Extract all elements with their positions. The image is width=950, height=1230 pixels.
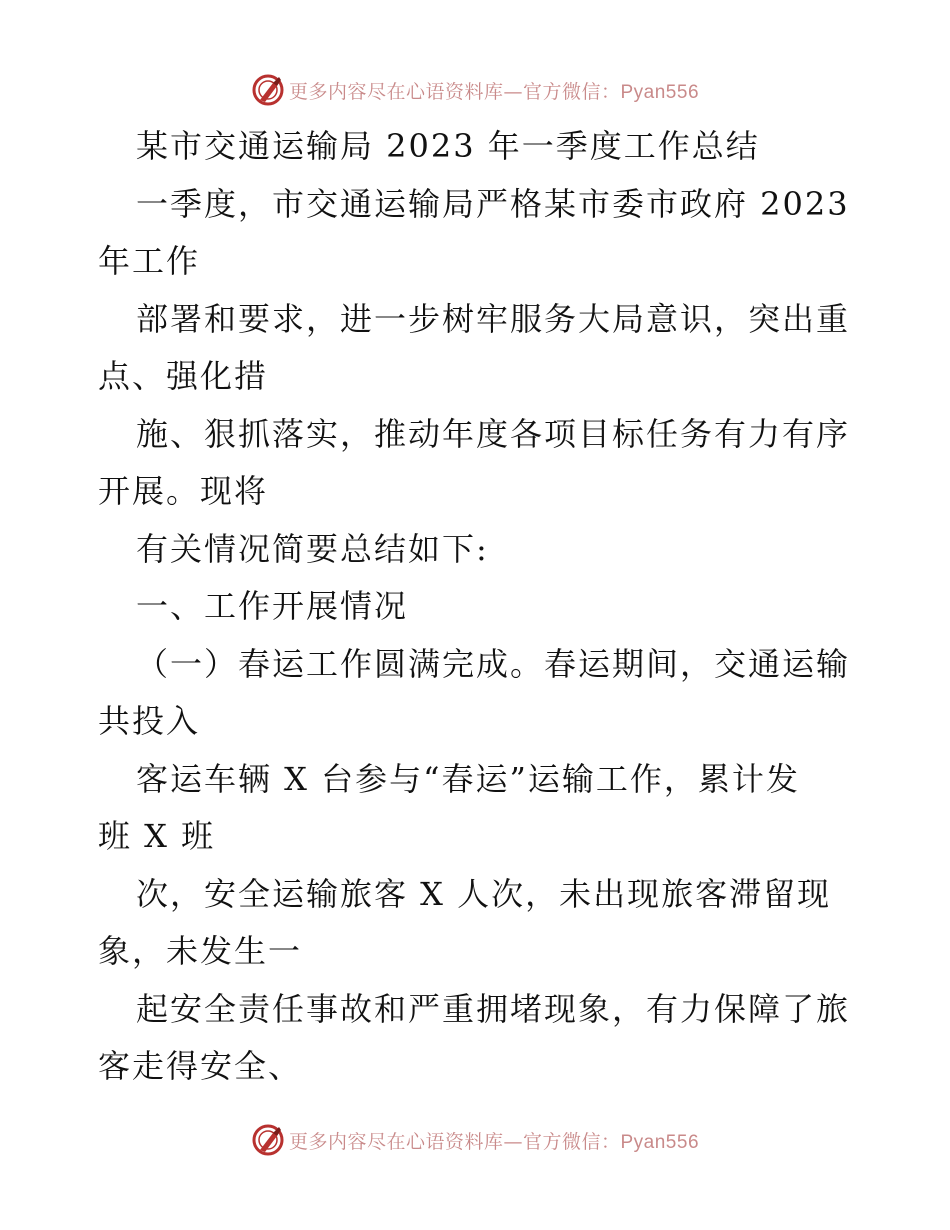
- watermark-label: 更多内容尽在心语资料库—官方微信：: [288, 1130, 621, 1153]
- document-line: 一、工作开展情况: [136, 587, 409, 625]
- document-line: 客运车辆 X 台参与“春运”运输工作，累计发: [136, 759, 800, 798]
- pen-nib-logo-icon: [251, 1123, 285, 1157]
- document-line: 年工作: [98, 242, 201, 280]
- document-line: 有关情况简要总结如下:: [136, 529, 489, 568]
- document-line: 部署和要求，进一步树牢服务大局意识，突出重: [136, 299, 851, 338]
- watermark-wechat-id: Pyan556: [620, 81, 700, 103]
- watermark-text: [289, 77, 699, 104]
- watermark-text: [289, 1127, 699, 1154]
- document-line: 次，安全运输旅客 X 人次，未出现旅客滞留现: [136, 874, 832, 913]
- watermark-wechat-id: Pyan556: [620, 1131, 700, 1153]
- document-line: 客走得安全、: [98, 1047, 303, 1085]
- document-line: 施、狠抓落实，推动年度各项目标任务有力有序: [136, 414, 851, 453]
- document-line: 共投入: [98, 702, 201, 740]
- document-line: 开展。现将: [98, 472, 269, 510]
- watermark-label: 更多内容尽在心语资料库—官方微信：: [288, 80, 621, 103]
- watermark-header: [0, 70, 950, 110]
- pen-nib-logo-icon: [251, 73, 285, 107]
- document-line: 起安全责任事故和严重拥堵现象，有力保障了旅: [136, 989, 851, 1028]
- document-line: 象，未发生一: [98, 932, 303, 970]
- watermark-footer: [0, 1120, 950, 1160]
- document-line: 一季度，市交通运输局严格某市委市政府 2023: [136, 184, 850, 223]
- document-body: [98, 118, 858, 1096]
- document-line: 班 X 班: [98, 817, 216, 855]
- document-line: （一）春运工作圆满完成。春运期间，交通运输: [136, 644, 851, 683]
- document-line: 点、强化措: [98, 357, 269, 395]
- document-line: 某市交通运输局 2023 年一季度工作总结: [136, 127, 760, 165]
